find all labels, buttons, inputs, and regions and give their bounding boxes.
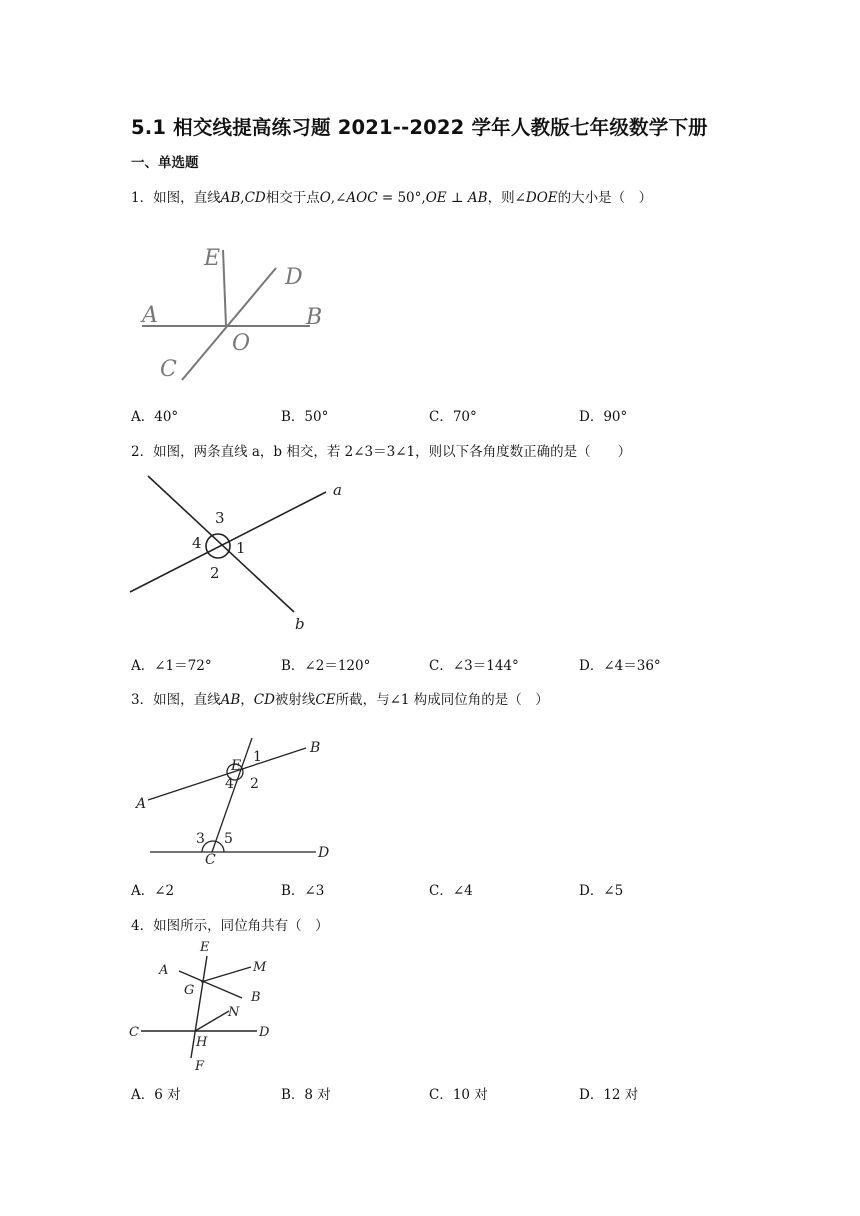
- question-3-figure: [132, 724, 342, 869]
- option-c[interactable]: C．∠4: [429, 883, 473, 899]
- option-a[interactable]: A．∠2: [131, 883, 175, 899]
- question-1-figure: [130, 232, 360, 392]
- question-3-options: [131, 879, 771, 899]
- label-a: a: [333, 481, 342, 499]
- line-a: [130, 492, 326, 592]
- question-2-stem: 2．如图，两条直线 a，b 相交，若 2∠3＝3∠1，则以下各角度数正确的是（ ）: [131, 444, 632, 460]
- label-b: b: [295, 615, 305, 633]
- question-1-stem: 1．如图，直线AB,CD相交于点O,∠AOC = 50°,OE ⊥ AB，则∠DOE的大小是（ ）: [131, 190, 653, 206]
- document-title: 5.1 相交线提高练习题 2021--2022 学年人教版七年级数学下册: [131, 116, 708, 139]
- label-b: B: [306, 305, 323, 330]
- label-angle-4: 4: [192, 534, 202, 552]
- option-b[interactable]: B．8 对: [281, 1087, 331, 1103]
- label-a: A: [136, 796, 147, 812]
- section-heading: 一、单选题: [131, 155, 199, 171]
- option-b[interactable]: B．∠3: [281, 883, 325, 899]
- option-d[interactable]: D．∠5: [579, 883, 624, 899]
- label-f: F: [195, 1059, 205, 1074]
- label-angle-4: 4: [225, 776, 234, 792]
- label-m: M: [253, 960, 267, 975]
- label-n: N: [228, 1005, 240, 1020]
- label-d: D: [285, 265, 303, 290]
- label-h: H: [196, 1035, 208, 1050]
- question-4-options: [131, 1083, 771, 1103]
- label-d: D: [318, 845, 330, 861]
- option-a[interactable]: A．6 对: [131, 1087, 181, 1103]
- label-angle-1: 1: [236, 539, 246, 557]
- label-e: E: [204, 246, 221, 271]
- question-2-options: [131, 654, 771, 674]
- label-o: O: [232, 331, 251, 356]
- option-c[interactable]: C．10 对: [429, 1087, 488, 1103]
- option-d[interactable]: D．90°: [579, 409, 628, 425]
- question-4-stem: 4．如图所示，同位角共有（ ）: [131, 918, 329, 934]
- label-angle-5: 5: [224, 831, 233, 847]
- label-angle-3: 3: [196, 831, 205, 847]
- question-1-options: [131, 405, 771, 425]
- angle-arc: [206, 534, 230, 558]
- line-gm: [201, 967, 251, 982]
- label-c: C: [160, 357, 177, 382]
- label-b: B: [310, 740, 321, 756]
- label-angle-1: 1: [253, 749, 262, 765]
- label-c: C: [129, 1025, 139, 1040]
- option-c[interactable]: C．70°: [429, 409, 477, 425]
- option-b[interactable]: B．50°: [281, 409, 329, 425]
- label-a: A: [142, 303, 158, 328]
- label-b: B: [251, 990, 261, 1005]
- label-angle-3: 3: [215, 509, 225, 527]
- label-angle-2: 2: [210, 564, 220, 582]
- option-a[interactable]: A．40°: [131, 409, 179, 425]
- line-cd: [182, 268, 276, 380]
- question-4-figure: [125, 940, 285, 1075]
- option-d[interactable]: D．12 对: [579, 1087, 639, 1103]
- ray-oe: [223, 250, 226, 326]
- option-a[interactable]: A．∠1＝72°: [131, 658, 212, 674]
- question-2-figure: [128, 472, 358, 634]
- option-c[interactable]: C．∠3＝144°: [429, 658, 519, 674]
- label-g: G: [184, 983, 195, 998]
- label-e: E: [200, 940, 210, 955]
- option-d[interactable]: D．∠4＝36°: [579, 658, 661, 674]
- option-b[interactable]: B．∠2＝120°: [281, 658, 371, 674]
- label-c: C: [205, 852, 216, 868]
- label-angle-2: 2: [250, 776, 259, 792]
- line-b: [148, 476, 294, 612]
- label-e: E: [231, 758, 242, 774]
- question-3-stem: 3．如图，直线AB，CD被射线CE所截，与∠1 构成同位角的是（ ）: [131, 692, 549, 708]
- label-d: D: [259, 1025, 270, 1040]
- label-a: A: [159, 963, 169, 978]
- ray-hn: [195, 1011, 229, 1031]
